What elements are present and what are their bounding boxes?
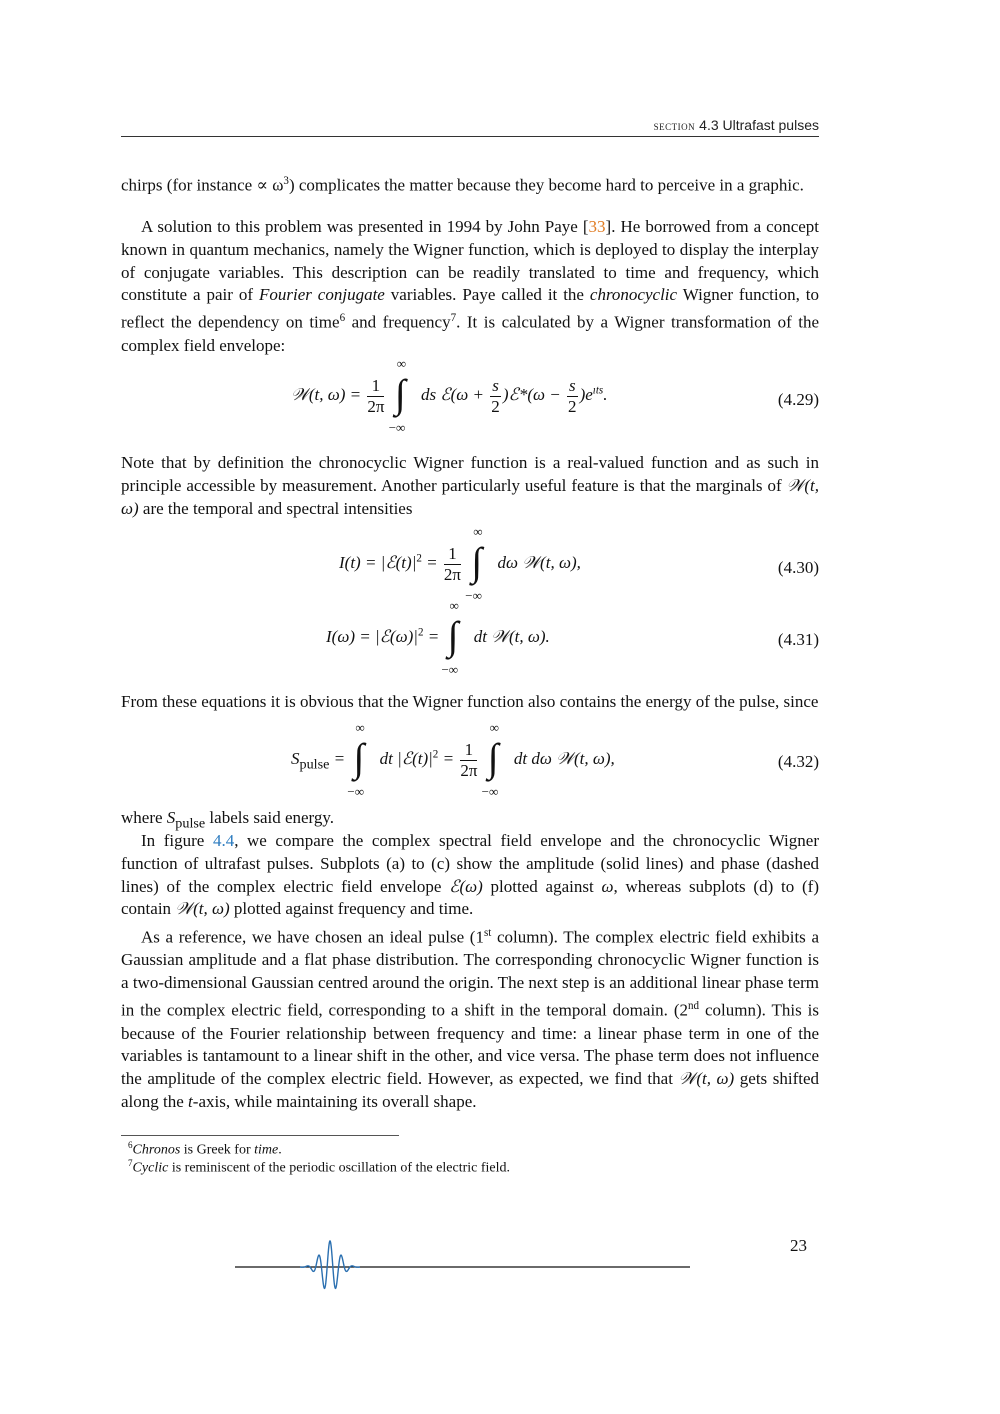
eq32-lhs-sub: pulse (299, 756, 330, 773)
paragraph-paye (121, 216, 819, 357)
footnote-6-em2: time (254, 1142, 279, 1158)
eq32-upper-1: ∞ (355, 720, 365, 735)
p7-math-1: 𝒲(t, ω) (678, 1069, 735, 1089)
equation-number-4-29: (4.29) (777, 390, 819, 409)
running-header (121, 116, 819, 137)
p6-text-a: In figure (141, 831, 213, 850)
p2-emphasis-chronocyclic: chronocyclic (589, 285, 678, 305)
eq30-upper: ∞ (473, 524, 483, 539)
equation-4-32 (121, 720, 819, 800)
p7-math-2: t (188, 1091, 193, 1111)
eq29-s-num-1: s (492, 375, 499, 395)
p2-text-b: ]. He borrowed from a concept known in quantum mechanics, namely the Wigner function, which is deployed to display the interplay of conjugate variables. This description can be readily translated to time and frequency, which constitute a pair of (121, 217, 820, 305)
eq31-integral: ∞ ∫ −∞ (441, 598, 459, 677)
p2-emphasis-fourier: Fourier conjugate (258, 285, 385, 305)
p2-text-c: variables. Paye called it the (384, 285, 590, 305)
equation-4-31 (121, 598, 819, 677)
footnote-6-text-b: . (278, 1142, 282, 1158)
p1-sup: 3 (283, 175, 289, 187)
eq29-num: 1 (367, 376, 384, 397)
eq31-upper: ∞ (449, 598, 459, 613)
p6-math-1: ℰ(ω) (449, 876, 483, 896)
page-number: 23 (790, 1236, 807, 1255)
footnote-6 (128, 1140, 282, 1159)
p6-math-2: ω (601, 876, 614, 896)
eq29-s-num-2: s (568, 375, 576, 395)
figure-reference-link[interactable]: 4.4 (212, 831, 235, 850)
footnote-7-text: is reminiscent of the periodic oscillation of the electric field. (168, 1160, 511, 1176)
eq32-body: dt dω 𝒲(t, ω), (513, 748, 615, 768)
equation-4-32-body (291, 720, 615, 799)
eq31-equals: = (423, 626, 440, 646)
eq30-body: dω 𝒲(t, ω), (497, 552, 581, 572)
eq29-body-d: . (603, 384, 608, 404)
equation-4-31-body (326, 598, 550, 677)
equation-number-4-30: (4.30) (777, 558, 819, 577)
p7-sup-2: nd (688, 1000, 700, 1013)
eq29-fraction (367, 376, 384, 417)
eq29-body-a: ds ℰ(ω + (420, 384, 484, 404)
equation-4-29-body (291, 356, 608, 435)
equation-number-4-32: (4.32) (777, 752, 819, 771)
p1-text-a: chirps (for instance ∝ ω (121, 175, 284, 195)
p6-text-c: plotted against (482, 876, 602, 896)
footnote-6-text-a: is Greek for (180, 1142, 255, 1158)
p7-text-b: column). The complex electric field exhibits a Gaussian amplitude and a flat phase distribution. The corresponding chronocyclic Wigner function is a two-dimensional Gaussian centred around the origin. The next step is an additional linear phase term in the complex electric field, corresponding to a shift in the temporal domain. (2 (121, 927, 819, 1020)
p7-sup-1: st (483, 927, 492, 939)
pulse-footer-icon (160, 1230, 780, 1300)
p6-text-e: plotted against frequency and time. (229, 899, 474, 919)
eq30-den: 2π (443, 564, 461, 584)
p2-text-d: Wigner function, to reflect the dependency on time (121, 285, 819, 332)
eq32-equals-1: = (329, 748, 346, 768)
eq32-upper-2: ∞ (489, 720, 499, 735)
section-label: section (653, 118, 696, 133)
eq32-sq: 2 (432, 748, 439, 761)
eq30-num: 1 (444, 544, 461, 565)
eq32-den: 2π (460, 760, 478, 780)
p5-math-s: S (166, 808, 176, 827)
p6-text-b: , we compare the complex spectral field envelope and the chronocyclic Wigner function of ultrafast pulses. Subplots (a) to (c) show the amplitude (solid lines) and phase (dashed lines) of the complex electric field envelope (121, 831, 819, 896)
p4-text: From these equations it is obvious that the Wigner function also contains the energy of the pulse, since (121, 692, 819, 711)
section-title: 4.3 Ultrafast pulses (699, 117, 819, 133)
eq29-s-frac-2 (567, 376, 578, 417)
eq32-integral-1: ∞ ∫ −∞ (347, 720, 365, 799)
equation-4-29 (121, 356, 819, 438)
eq29-den: 2π (367, 396, 385, 416)
eq31-sq: 2 (417, 626, 424, 639)
p6-math-3: 𝒲(t, ω) (175, 899, 230, 919)
p3-text-a: Note that by definition the chronocyclic Wigner function is a real-valued function and as such in principle accessible by measurement. Another particularly useful feature is that the marginals of (121, 453, 819, 495)
p3-math: 𝒲(t, ω) (121, 475, 819, 518)
p2-text-a: A solution to this problem was presented in 1994 by John Paye [ (141, 217, 589, 236)
paragraph-energy (121, 691, 819, 714)
eq31-lower: −∞ (441, 662, 459, 677)
p5-text-b: labels said energy. (205, 808, 335, 827)
paragraph-marginals (121, 452, 819, 520)
paragraph-chirps (121, 170, 819, 197)
p2-text-e: and frequency (345, 312, 451, 332)
eq32-lower-2: −∞ (481, 784, 499, 799)
footnote-7 (128, 1158, 510, 1177)
p7-text-c: column). This is because of the Fourier relationship between frequency and time: a linear phase term in one of the variables is tantamount to a linear shift in the other, and vice versa. The phase term does not influence the amplitude of the complex electric field. However, as expected, we find that (121, 1000, 819, 1089)
eq29-lhs: 𝒲(t, ω) = (291, 384, 362, 404)
eq29-s-den-2: 2 (568, 396, 577, 416)
eq29-exponent: ıts (592, 384, 604, 397)
footnote-mark-7[interactable]: 7 (450, 312, 457, 325)
p6-text-d: , whereas subplots (d) to (f) contain (121, 876, 819, 919)
eq30-integral: ∞ ∫ −∞ (465, 524, 483, 603)
eq29-s-den-1: 2 (491, 396, 500, 416)
eq30-lhs: I(t) = |ℰ(t)| (339, 552, 417, 572)
p3-text-b: are the temporal and spectral intensities (138, 498, 413, 518)
equation-4-30-body (339, 524, 581, 603)
eq29-s-frac-1 (490, 376, 501, 417)
p1-text-b: ) complicates the matter because they become hard to perceive in a graphic. (288, 175, 804, 195)
p7-text-d: gets shifted along the (121, 1069, 820, 1111)
eq29-upper: ∞ (396, 356, 406, 371)
footnote-rule (121, 1135, 399, 1136)
eq29-integral: ∞ ∫ −∞ (388, 356, 406, 435)
footnote-7-em: Cyclic (132, 1160, 169, 1176)
eq30-sq: 2 (416, 552, 422, 565)
eq32-lhs: S (291, 748, 300, 768)
p7-text-a: As a reference, we have chosen an ideal pulse (1 (141, 927, 484, 947)
eq29-body-c: )e (579, 384, 593, 404)
p5-text-a: where (121, 808, 167, 827)
eq29-body-b: )ℰ*(ω − (502, 384, 561, 404)
p5-sub: pulse (175, 815, 206, 832)
eq32-equals-2: = (438, 748, 455, 768)
eq30-equals: = (421, 552, 438, 572)
p7-text-e: -axis, while maintaining its overall shape. (192, 1091, 477, 1111)
footnote-6-em: Chronos (132, 1142, 181, 1158)
footnote-mark-6[interactable]: 6 (339, 312, 346, 325)
equation-number-4-31: (4.31) (777, 630, 819, 649)
running-header-text (654, 117, 819, 134)
eq31-lhs: I(ω) = |ℰ(ω)| (326, 626, 418, 646)
eq30-fraction (444, 544, 461, 585)
footnote-6-mark: 6 (128, 1140, 133, 1150)
eq32-num: 1 (460, 740, 477, 761)
eq31-body: dt 𝒲(t, ω). (473, 626, 550, 646)
eq32-integral-2: ∞ ∫ −∞ (481, 720, 499, 799)
eq30-lower: −∞ (465, 588, 482, 603)
paragraph-reference-pulse (121, 922, 819, 1114)
p2-text-f: . It is calculated by a Wigner transformation of the complex field envelope: (121, 312, 819, 355)
paragraph-figure (121, 830, 819, 921)
eq32-fraction (460, 740, 477, 781)
equation-4-30 (121, 524, 819, 603)
eq32-mid: dt |ℰ(t)| (379, 748, 433, 768)
eq32-lower-1: −∞ (347, 784, 364, 799)
citation-link[interactable]: 33 (588, 217, 606, 236)
footnote-7-mark: 7 (128, 1158, 133, 1168)
eq29-lower: −∞ (388, 420, 406, 435)
